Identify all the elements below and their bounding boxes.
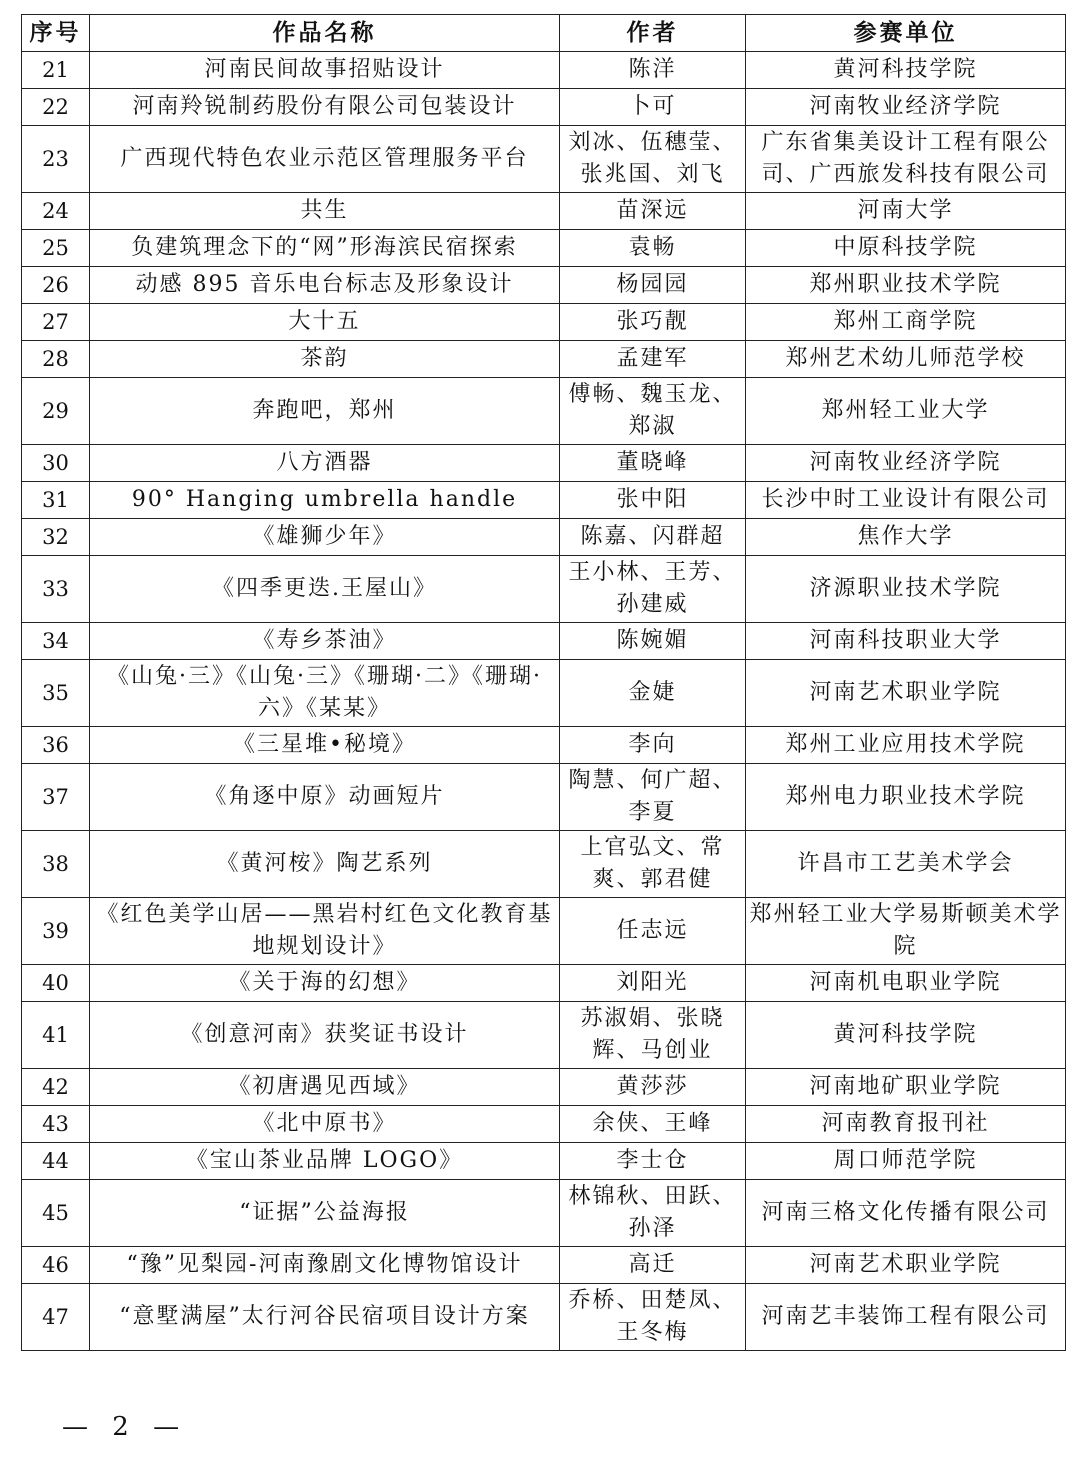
work-org: 广东省集美设计工程有限公司、广西旅发科技有限公司: [746, 126, 1066, 193]
table-row: [22, 230, 1066, 267]
work-title: “意墅满屋”太行河谷民宿项目设计方案: [90, 1284, 560, 1351]
work-author: 张巧靓: [560, 304, 746, 341]
table-row: [22, 378, 1066, 445]
table-row: [22, 831, 1066, 898]
work-title: 广西现代特色农业示范区管理服务平台: [90, 126, 560, 193]
work-author: 袁畅: [560, 230, 746, 267]
work-title: 《山兔·三》《山兔·三》《珊瑚·二》《珊瑚·六》《某某》: [90, 660, 560, 727]
row-number: 40: [22, 965, 90, 1002]
work-author: 高迁: [560, 1247, 746, 1284]
work-title: 《寿乡茶油》: [90, 623, 560, 660]
table-row: [22, 1069, 1066, 1106]
work-author: 陈嘉、闪群超: [560, 519, 746, 556]
row-number: 30: [22, 445, 90, 482]
work-title: 共生: [90, 193, 560, 230]
work-org: 济源职业技术学院: [746, 556, 1066, 623]
row-number: 38: [22, 831, 90, 898]
table-row: [22, 660, 1066, 727]
work-title: 《北中原书》: [90, 1106, 560, 1143]
row-number: 32: [22, 519, 90, 556]
table-row: [22, 193, 1066, 230]
work-author: 杨园园: [560, 267, 746, 304]
work-author: 卜可: [560, 89, 746, 126]
work-org: 河南牧业经济学院: [746, 445, 1066, 482]
work-title: 八方酒器: [90, 445, 560, 482]
work-org: 河南地矿职业学院: [746, 1069, 1066, 1106]
work-title: 大十五: [90, 304, 560, 341]
work-title: “证据”公益海报: [90, 1180, 560, 1247]
work-author: 孟建军: [560, 341, 746, 378]
work-title: 动感 895 音乐电台标志及形象设计: [90, 267, 560, 304]
row-number: 46: [22, 1247, 90, 1284]
header-author: 作者: [560, 15, 746, 52]
work-title: 《雄狮少年》: [90, 519, 560, 556]
work-title: 《三星堆•秘境》: [90, 727, 560, 764]
work-org: 郑州轻工业大学: [746, 378, 1066, 445]
work-title: 茶韵: [90, 341, 560, 378]
table-row: [22, 898, 1066, 965]
work-org: 郑州艺术幼儿师范学校: [746, 341, 1066, 378]
work-org: 河南艺术职业学院: [746, 660, 1066, 727]
row-number: 34: [22, 623, 90, 660]
table-row: [22, 445, 1066, 482]
work-org: 黄河科技学院: [746, 52, 1066, 89]
header-title: 作品名称: [90, 15, 560, 52]
header-row: [22, 15, 1066, 52]
table-row: [22, 126, 1066, 193]
work-author: 王小林、王芳、孙建威: [560, 556, 746, 623]
work-org: 河南大学: [746, 193, 1066, 230]
header-no: 序号: [22, 15, 90, 52]
row-number: 36: [22, 727, 90, 764]
row-number: 42: [22, 1069, 90, 1106]
row-number: 28: [22, 341, 90, 378]
row-number: 33: [22, 556, 90, 623]
work-author: 上官弘文、常爽、郭君健: [560, 831, 746, 898]
row-number: 21: [22, 52, 90, 89]
table-row: [22, 727, 1066, 764]
table-row: [22, 304, 1066, 341]
row-number: 43: [22, 1106, 90, 1143]
work-org: 河南三格文化传播有限公司: [746, 1180, 1066, 1247]
table-row: [22, 482, 1066, 519]
work-title: 《四季更迭.王屋山》: [90, 556, 560, 623]
work-author: 刘冰、伍穗莹、张兆国、刘飞: [560, 126, 746, 193]
work-org: 河南科技职业大学: [746, 623, 1066, 660]
work-author: 张中阳: [560, 482, 746, 519]
work-title: 《黄河桉》陶艺系列: [90, 831, 560, 898]
table-row: [22, 1180, 1066, 1247]
work-author: 苗深远: [560, 193, 746, 230]
work-title: 《宝山茶业品牌 LOGO》: [90, 1143, 560, 1180]
table-row: [22, 1247, 1066, 1284]
row-number: 41: [22, 1002, 90, 1069]
work-title: 河南羚锐制药股份有限公司包装设计: [90, 89, 560, 126]
table-row: [22, 519, 1066, 556]
work-author: 黄莎莎: [560, 1069, 746, 1106]
work-author: 金婕: [560, 660, 746, 727]
work-author: 林锦秋、田跃、孙泽: [560, 1180, 746, 1247]
row-number: 44: [22, 1143, 90, 1180]
row-number: 24: [22, 193, 90, 230]
work-author: 陶慧、何广超、李夏: [560, 764, 746, 831]
work-author: 李士仓: [560, 1143, 746, 1180]
work-org: 河南教育报刊社: [746, 1106, 1066, 1143]
table-row: [22, 623, 1066, 660]
work-title: 奔跑吧，郑州: [90, 378, 560, 445]
work-org: 郑州电力职业技术学院: [746, 764, 1066, 831]
table-row: [22, 52, 1066, 89]
work-author: 傅畅、魏玉龙、郑淑: [560, 378, 746, 445]
work-org: 郑州轻工业大学易斯顿美术学院: [746, 898, 1066, 965]
row-number: 27: [22, 304, 90, 341]
work-title: 《角逐中原》动画短片: [90, 764, 560, 831]
table-row: [22, 764, 1066, 831]
work-org: 焦作大学: [746, 519, 1066, 556]
work-org: 黄河科技学院: [746, 1002, 1066, 1069]
work-org: 周口师范学院: [746, 1143, 1066, 1180]
work-author: 任志远: [560, 898, 746, 965]
table-row: [22, 1284, 1066, 1351]
work-org: 河南牧业经济学院: [746, 89, 1066, 126]
work-org: 郑州职业技术学院: [746, 267, 1066, 304]
work-org: 河南艺丰装饰工程有限公司: [746, 1284, 1066, 1351]
work-title: “豫”见梨园-河南豫剧文化博物馆设计: [90, 1247, 560, 1284]
table-row: [22, 267, 1066, 304]
work-org: 河南机电职业学院: [746, 965, 1066, 1002]
table-row: [22, 341, 1066, 378]
work-org: 中原科技学院: [746, 230, 1066, 267]
work-title: 河南民间故事招贴设计: [90, 52, 560, 89]
table-row: [22, 556, 1066, 623]
work-title: 《红色美学山居——黑岩村红色文化教育基地规划设计》: [90, 898, 560, 965]
row-number: 39: [22, 898, 90, 965]
work-author: 董晓峰: [560, 445, 746, 482]
work-org: 郑州工商学院: [746, 304, 1066, 341]
work-title: 《关于海的幻想》: [90, 965, 560, 1002]
work-org: 长沙中时工业设计有限公司: [746, 482, 1066, 519]
row-number: 23: [22, 126, 90, 193]
work-title: 《创意河南》获奖证书设计: [90, 1002, 560, 1069]
row-number: 47: [22, 1284, 90, 1351]
work-author: 苏淑娟、张晓辉、马创业: [560, 1002, 746, 1069]
table-row: [22, 1106, 1066, 1143]
row-number: 25: [22, 230, 90, 267]
work-title: 90° Hanging umbrella handle: [90, 482, 560, 519]
work-author: 李向: [560, 727, 746, 764]
work-author: 陈洋: [560, 52, 746, 89]
work-author: 陈婉媚: [560, 623, 746, 660]
row-number: 37: [22, 764, 90, 831]
row-number: 31: [22, 482, 90, 519]
work-author: 余侠、王峰: [560, 1106, 746, 1143]
row-number: 22: [22, 89, 90, 126]
work-org: 河南艺术职业学院: [746, 1247, 1066, 1284]
row-number: 29: [22, 378, 90, 445]
work-title: 《初唐遇见西域》: [90, 1069, 560, 1106]
header-org: 参赛单位: [746, 15, 1066, 52]
work-author: 乔桥、田楚凤、王冬梅: [560, 1284, 746, 1351]
work-title: 负建筑理念下的“网”形海滨民宿探索: [90, 230, 560, 267]
row-number: 35: [22, 660, 90, 727]
table-row: [22, 1143, 1066, 1180]
table-row: [22, 965, 1066, 1002]
page-number: — 2 —: [62, 1412, 188, 1442]
work-org: 郑州工业应用技术学院: [746, 727, 1066, 764]
award-table: [21, 14, 1066, 1351]
table-row: [22, 89, 1066, 126]
row-number: 26: [22, 267, 90, 304]
table-row: [22, 1002, 1066, 1069]
work-author: 刘阳光: [560, 965, 746, 1002]
row-number: 45: [22, 1180, 90, 1247]
work-org: 许昌市工艺美术学会: [746, 831, 1066, 898]
